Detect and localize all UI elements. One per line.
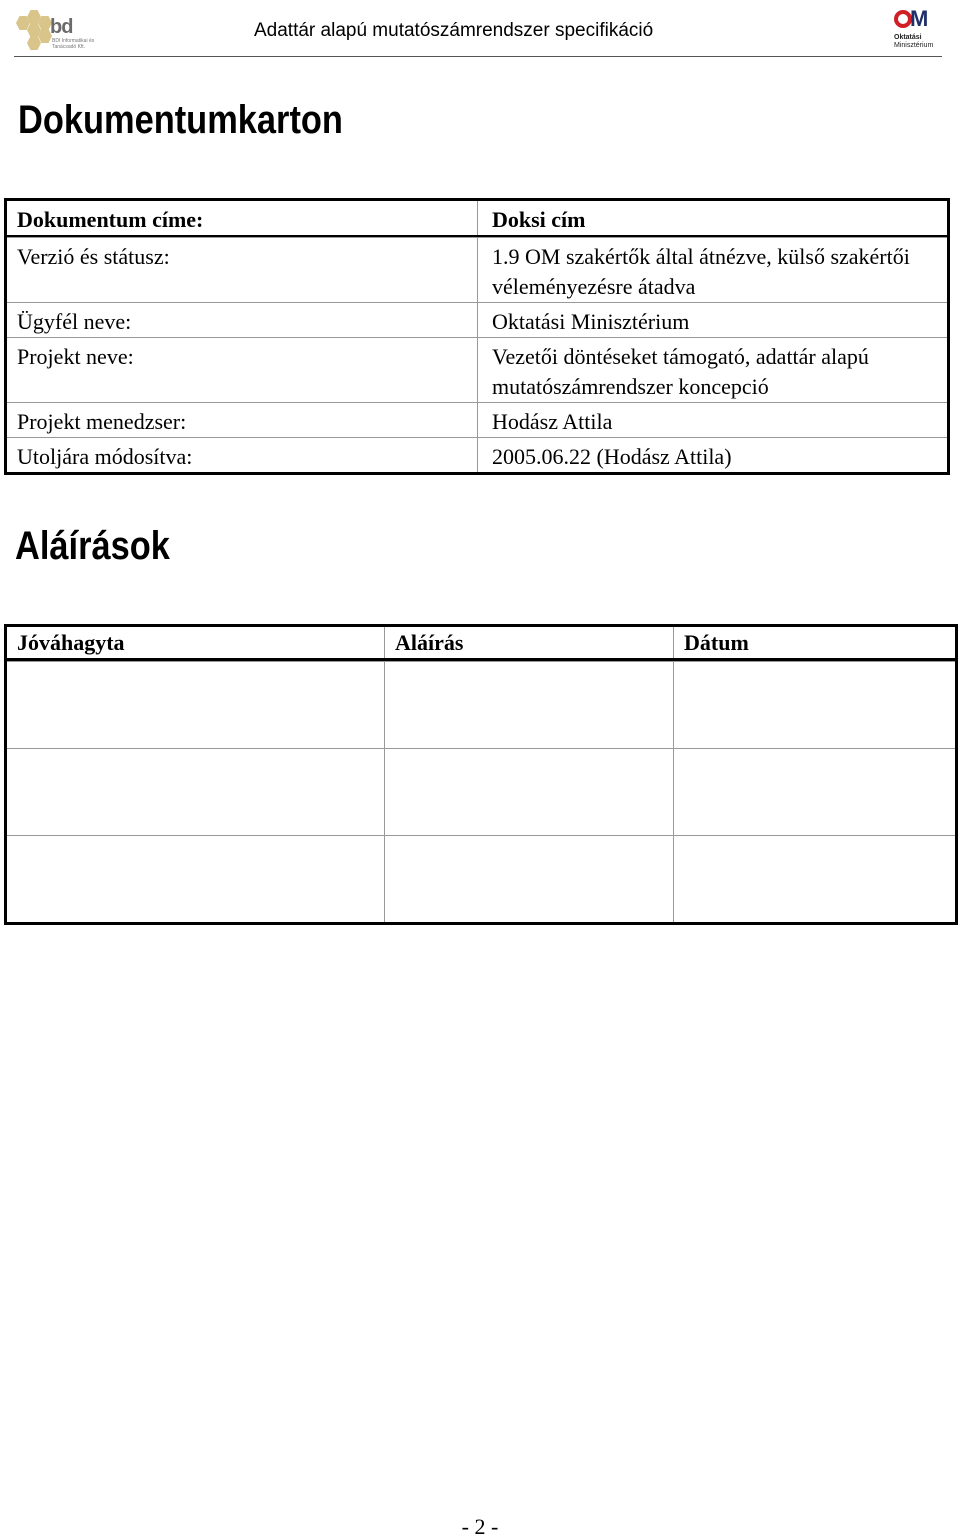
signature-cell-date[interactable] bbox=[673, 836, 955, 922]
bd-logo bbox=[16, 10, 95, 50]
logo-hexagon bbox=[27, 36, 41, 50]
section-title-document-card: Dokumentumkarton bbox=[18, 98, 343, 142]
card-value: Hodász Attila bbox=[477, 403, 947, 437]
card-value: Doksi cím bbox=[477, 201, 947, 235]
signature-row bbox=[7, 748, 955, 835]
signature-cell-signature[interactable] bbox=[384, 749, 673, 835]
card-label: Ügyfél neve: bbox=[17, 309, 132, 334]
om-logo-mark: M bbox=[910, 6, 929, 31]
bd-logo-subtext: BDI Informatikai és Tanácsadó Kft. bbox=[52, 38, 95, 50]
signature-row bbox=[7, 661, 955, 748]
signature-cell-date[interactable] bbox=[673, 662, 955, 748]
card-value: Vezetői döntéseket támogató, adattár alapú mutatószámrendszer koncepció bbox=[477, 338, 947, 402]
signature-cell-approver[interactable] bbox=[7, 749, 384, 835]
page-number: - 2 - bbox=[461, 1514, 499, 1539]
om-logo-subtext-1: Oktatási bbox=[894, 34, 922, 41]
card-row bbox=[7, 237, 947, 302]
signature-cell-approver[interactable] bbox=[7, 836, 384, 922]
section-title-signatures: Aláírások bbox=[15, 524, 170, 568]
bd-logo-text: bd bbox=[50, 16, 73, 38]
page-header bbox=[14, 8, 942, 57]
card-label: Utoljára módosítva: bbox=[17, 444, 193, 469]
card-row bbox=[7, 402, 947, 437]
header-approved-by: Jóváhagyta bbox=[17, 630, 125, 655]
document-card-table bbox=[4, 198, 950, 475]
card-value: 2005.06.22 (Hodász Attila) bbox=[477, 438, 947, 472]
signature-table-header bbox=[7, 627, 955, 661]
card-label: Projekt neve: bbox=[17, 344, 134, 369]
header-date: Dátum bbox=[673, 627, 955, 658]
om-logo-subtext-2: Minisztérium bbox=[894, 42, 934, 49]
header-signature: Aláírás bbox=[384, 627, 673, 658]
signature-cell-approver[interactable] bbox=[7, 662, 384, 748]
card-label: Projekt menedzser: bbox=[17, 409, 187, 434]
signature-cell-signature[interactable] bbox=[384, 836, 673, 922]
om-logo-subtext bbox=[894, 34, 933, 50]
card-row bbox=[7, 302, 947, 337]
signature-table bbox=[4, 624, 958, 925]
signature-cell-signature[interactable] bbox=[384, 662, 673, 748]
header-title: Adattár alapú mutatószámrendszer specifikáció bbox=[254, 20, 654, 41]
card-label: Verzió és státusz: bbox=[17, 244, 170, 269]
card-row bbox=[7, 201, 947, 237]
signature-row bbox=[7, 835, 955, 922]
card-row bbox=[7, 337, 947, 402]
om-logo bbox=[894, 8, 938, 52]
card-value: Oktatási Minisztérium bbox=[477, 303, 947, 337]
card-value: 1.9 OM szakértők által átnézve, külső szakértői véleményezésre átadva bbox=[477, 238, 947, 302]
card-label: Dokumentum címe: bbox=[17, 207, 204, 232]
card-row bbox=[7, 437, 947, 472]
signature-cell-date[interactable] bbox=[673, 749, 955, 835]
